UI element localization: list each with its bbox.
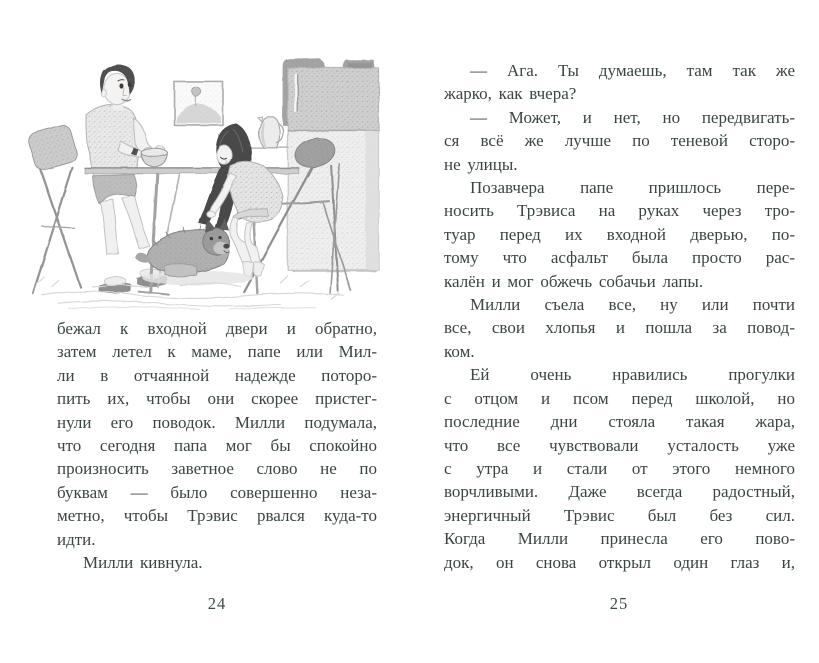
- text-line: Милли съела все, ну или почти: [470, 295, 795, 315]
- text-line: не улицы.: [444, 154, 518, 174]
- text-line: ком.: [444, 341, 475, 361]
- wall-picture-sketch: [175, 82, 223, 125]
- right-page-text: [444, 59, 795, 574]
- text-line: ли в отчаянной надежде поторо-: [57, 365, 377, 385]
- text-line: Милли кивнула.: [83, 553, 203, 573]
- text-line: Ей очень нравились прогулки: [470, 365, 795, 385]
- text-line: тому что асфальт была просто рас-: [444, 248, 795, 268]
- text-line: с отцом и псом перед школой, но: [444, 388, 795, 408]
- page-number-right: 25: [609, 594, 629, 613]
- text-line: Когда Милли принесла его пово-: [444, 529, 795, 549]
- text-line: ворчливыми. Даже всегда радостный,: [444, 482, 795, 502]
- left-page-text: [57, 317, 377, 574]
- text-line: что все чувствовали усталость уже: [444, 435, 795, 455]
- text-line: жарко, как вчера?: [444, 84, 577, 104]
- text-line: носить Трэвиса на руках через тро-: [444, 201, 795, 221]
- text-line: произносить заветное слово не по: [57, 459, 377, 479]
- text-line: буквам — было совершенно неза-: [57, 482, 377, 502]
- text-line: док, он снова открыл один глаз и,: [444, 552, 795, 572]
- book-illustration: [28, 54, 418, 312]
- bowl-sketch: [141, 149, 167, 167]
- text-line: последние дни стояла такая жара,: [444, 412, 795, 432]
- text-line: все, свои хлопья и пошла за повод-: [444, 318, 795, 338]
- text-line: — Ага. Ты думаешь, там так же: [470, 61, 795, 80]
- text-line: бежал к входной двери и обратно,: [57, 319, 377, 338]
- text-line: энергичный Трэвис был без сил.: [444, 505, 795, 525]
- man-chair-sketch: [28, 123, 81, 293]
- text-line: метно, чтобы Трэвис рвался куда-то: [57, 506, 377, 526]
- text-line: — Может, и нет, но передвигать-: [470, 107, 795, 127]
- text-line: нули его поводок. Милли подумала,: [57, 412, 377, 432]
- text-line: с утра и стали от этого немного: [444, 458, 795, 478]
- text-line: затем летел к маме, папе или Мил-: [57, 342, 377, 362]
- text-line: Позавчера папе пришлось пере-: [470, 178, 795, 198]
- text-line: туар перед их входной дверью, по-: [444, 224, 795, 244]
- text-line: калён и мог обжечь собачьи лапы.: [444, 271, 704, 291]
- text-line: идти.: [57, 529, 96, 549]
- page-number-left: 24: [207, 594, 227, 613]
- text-line: что сегодня папа мог бы спокойно: [57, 436, 377, 456]
- text-line: ся всё же лучше по теневой сторо-: [444, 131, 795, 151]
- text-line: пить их, чтобы они скорее пристег-: [57, 389, 377, 409]
